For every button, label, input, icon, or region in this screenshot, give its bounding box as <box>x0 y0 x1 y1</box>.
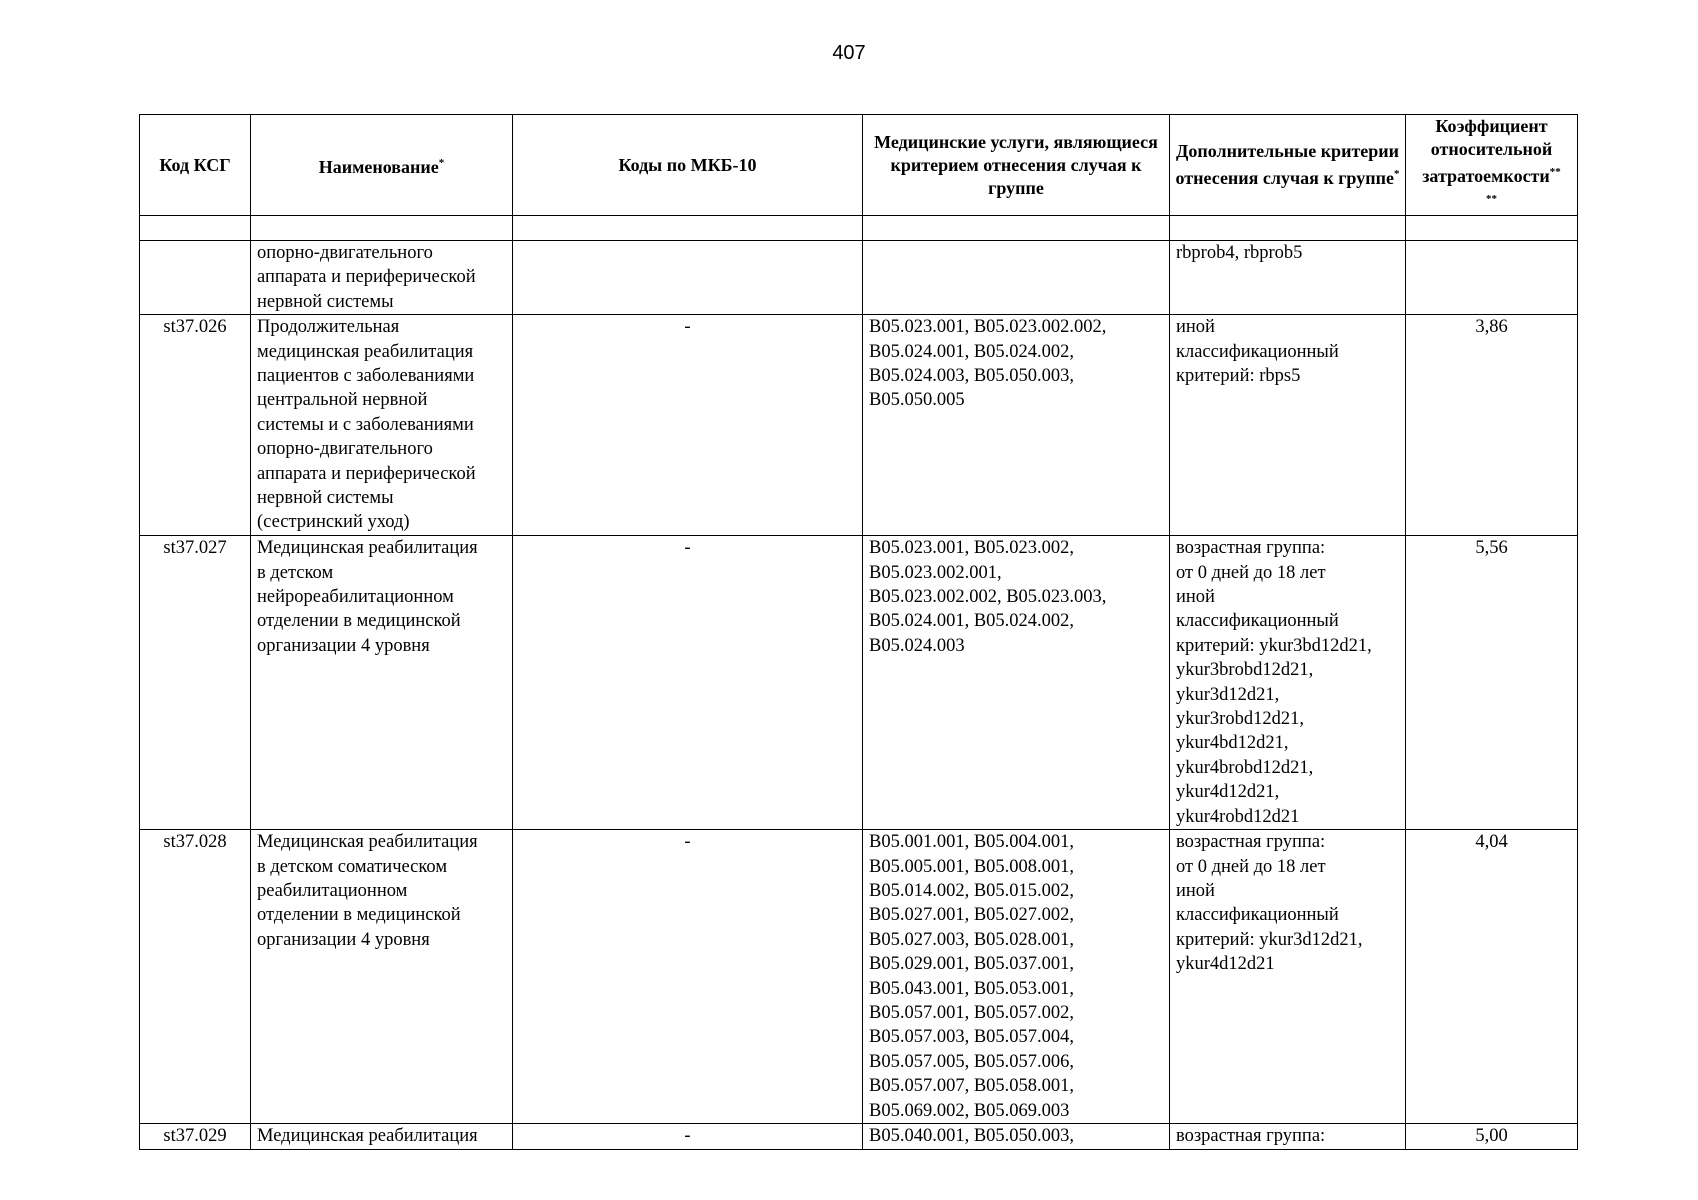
cell-services <box>863 241 1170 315</box>
cell-coef: 3,86 <box>1406 315 1578 536</box>
cell-line: B05.043.001, B05.053.001, <box>869 978 1075 999</box>
cell-line: опорно-двигательного <box>257 439 433 460</box>
cell-services <box>863 315 1170 536</box>
cell-line: критерий: ykur3d12d21, <box>1176 929 1363 950</box>
cell-services <box>863 536 1170 830</box>
header-code: Код КСГ <box>140 115 251 216</box>
cell-line: аппарата и периферической <box>257 463 476 484</box>
cell-line: B05.024.003, B05.050.003, <box>869 366 1075 387</box>
cell-line: B05.024.001, B05.024.002, <box>869 341 1075 362</box>
page-number: 407 <box>832 42 866 64</box>
cell-line: B05.040.001, B05.050.003, <box>869 1126 1075 1147</box>
cell-line: возрастная группа: <box>1176 832 1326 853</box>
cell-line: организации 4 уровня <box>257 635 430 656</box>
cell-line: критерий: ykur3bd12d21, <box>1176 635 1372 656</box>
cell-line: B05.027.001, B05.027.002, <box>869 905 1075 926</box>
cell-line: классификационный <box>1176 905 1339 926</box>
table-row <box>140 1124 1578 1149</box>
table-row <box>140 536 1578 830</box>
cell-line: ykur4d12d21, <box>1176 782 1280 803</box>
cell-line: классификационный <box>1176 341 1339 362</box>
cell-code: st37.029 <box>140 1124 251 1149</box>
cell-line: реабилитационном <box>257 881 408 902</box>
cell-line: B05.050.005 <box>869 390 965 411</box>
cell-line: классификационный <box>1176 611 1339 632</box>
cell-line: возрастная группа: <box>1176 538 1326 559</box>
cell-line: ykur4d12d21 <box>1176 954 1275 975</box>
cell-line: rbprob4, rbprob5 <box>1176 243 1303 263</box>
table-row <box>140 830 1578 1124</box>
cell-mkb <box>513 241 863 315</box>
cell-line: B05.023.002.002, B05.023.003, <box>869 587 1107 608</box>
cell-line: B05.027.003, B05.028.001, <box>869 929 1075 950</box>
cell-line: нервной системы <box>257 291 394 312</box>
cell-line: отделении в медицинской <box>257 905 461 926</box>
cell-line: Продолжительная <box>257 317 400 338</box>
cell-line: Медицинская реабилитация <box>257 1126 478 1147</box>
cell-line: пациентов с заболеваниями <box>257 366 475 387</box>
cell-mkb: - <box>513 536 863 830</box>
cell-line: нейрореабилитационном <box>257 587 454 608</box>
cell-line: иной <box>1176 881 1215 902</box>
cell-services <box>863 1124 1170 1149</box>
ksg-table <box>139 114 1578 1150</box>
cell-line: системы и с заболеваниями <box>257 414 474 435</box>
cell-line: ykur3d12d21, <box>1176 684 1280 705</box>
cell-mkb: - <box>513 1124 863 1149</box>
header-name: Наименование* <box>251 115 513 216</box>
cell-line: B05.023.001, B05.023.002.002, <box>869 317 1107 338</box>
cell-line: ykur3brobd12d21, <box>1176 660 1314 681</box>
cell-line: B05.014.002, B05.015.002, <box>869 881 1075 902</box>
cell-code: st37.028 <box>140 830 251 1124</box>
cell-line: аппарата и периферической <box>257 267 476 288</box>
cell-line: B05.005.001, B05.008.001, <box>869 856 1075 877</box>
cell-line: B05.001.001, B05.004.001, <box>869 832 1075 853</box>
cell-name <box>251 315 513 536</box>
cell-line: иной <box>1176 587 1215 608</box>
cell-coef: 5,56 <box>1406 536 1578 830</box>
cell-line: опорно-двигательного <box>257 243 433 263</box>
cell-line: B05.023.002.001, <box>869 562 1002 583</box>
cell-name <box>251 536 513 830</box>
table-header-row <box>140 115 1578 216</box>
cell-line: Медицинская реабилитация <box>257 538 478 559</box>
cell-code: st37.026 <box>140 315 251 536</box>
cell-line: B05.057.005, B05.057.006, <box>869 1051 1075 1072</box>
cell-line: B05.057.001, B05.057.002, <box>869 1003 1075 1024</box>
cell-line: B05.069.002, B05.069.003 <box>869 1100 1070 1121</box>
cell-line: B05.024.003 <box>869 635 965 656</box>
cell-services <box>863 830 1170 1124</box>
cell-line: иной <box>1176 317 1215 338</box>
cell-criteria <box>1170 241 1406 315</box>
cell-line: центральной нервной <box>257 390 428 411</box>
cell-line: B05.057.003, B05.057.004, <box>869 1027 1075 1048</box>
cell-line: (сестринский уход) <box>257 512 410 533</box>
cell-line: ykur4brobd12d21, <box>1176 757 1314 778</box>
cell-line: B05.023.001, B05.023.002, <box>869 538 1075 559</box>
cell-mkb: - <box>513 315 863 536</box>
table-row <box>140 241 1578 315</box>
table-row <box>140 315 1578 536</box>
cell-line: от 0 дней до 18 лет <box>1176 856 1326 877</box>
header-services: Медицинские услуги, являющиеся критерием отнесения случая к группе <box>863 115 1170 216</box>
cell-line: возрастная группа: <box>1176 1126 1326 1147</box>
cell-criteria <box>1170 830 1406 1124</box>
cell-line: медицинская реабилитация <box>257 341 474 362</box>
header-coef: Коэффициент относительной затратоемкости** ** <box>1406 115 1578 216</box>
cell-name <box>251 241 513 315</box>
cell-criteria <box>1170 1124 1406 1149</box>
cell-line: ykur3robd12d21, <box>1176 709 1304 730</box>
cell-line: от 0 дней до 18 лет <box>1176 562 1326 583</box>
cell-coef: 5,00 <box>1406 1124 1578 1149</box>
cell-line: организации 4 уровня <box>257 929 430 950</box>
header-mkb: Коды по МКБ-10 <box>513 115 863 216</box>
cell-mkb: - <box>513 830 863 1124</box>
cell-line: B05.057.007, B05.058.001, <box>869 1076 1075 1097</box>
cell-line: в детском соматическом <box>257 856 448 877</box>
cell-line: Медицинская реабилитация <box>257 832 478 853</box>
cell-criteria <box>1170 315 1406 536</box>
cell-criteria <box>1170 536 1406 830</box>
cell-line: отделении в медицинской <box>257 611 461 632</box>
cell-line: B05.029.001, B05.037.001, <box>869 954 1075 975</box>
cell-name <box>251 1124 513 1149</box>
cell-line: ykur4bd12d21, <box>1176 733 1289 754</box>
cell-coef: 4,04 <box>1406 830 1578 1124</box>
cell-line: B05.024.001, B05.024.002, <box>869 611 1075 632</box>
cell-code: st37.027 <box>140 536 251 830</box>
spacer-row <box>140 216 1578 241</box>
cell-line: нервной системы <box>257 488 394 509</box>
cell-line: критерий: rbps5 <box>1176 366 1301 387</box>
cell-name <box>251 830 513 1124</box>
header-criteria: Дополнительные критерии отнесения случая к группе* <box>1170 115 1406 216</box>
cell-code <box>140 241 251 315</box>
cell-line: в детском <box>257 562 334 583</box>
cell-line: ykur4robd12d21 <box>1176 806 1300 827</box>
cell-coef <box>1406 241 1578 315</box>
